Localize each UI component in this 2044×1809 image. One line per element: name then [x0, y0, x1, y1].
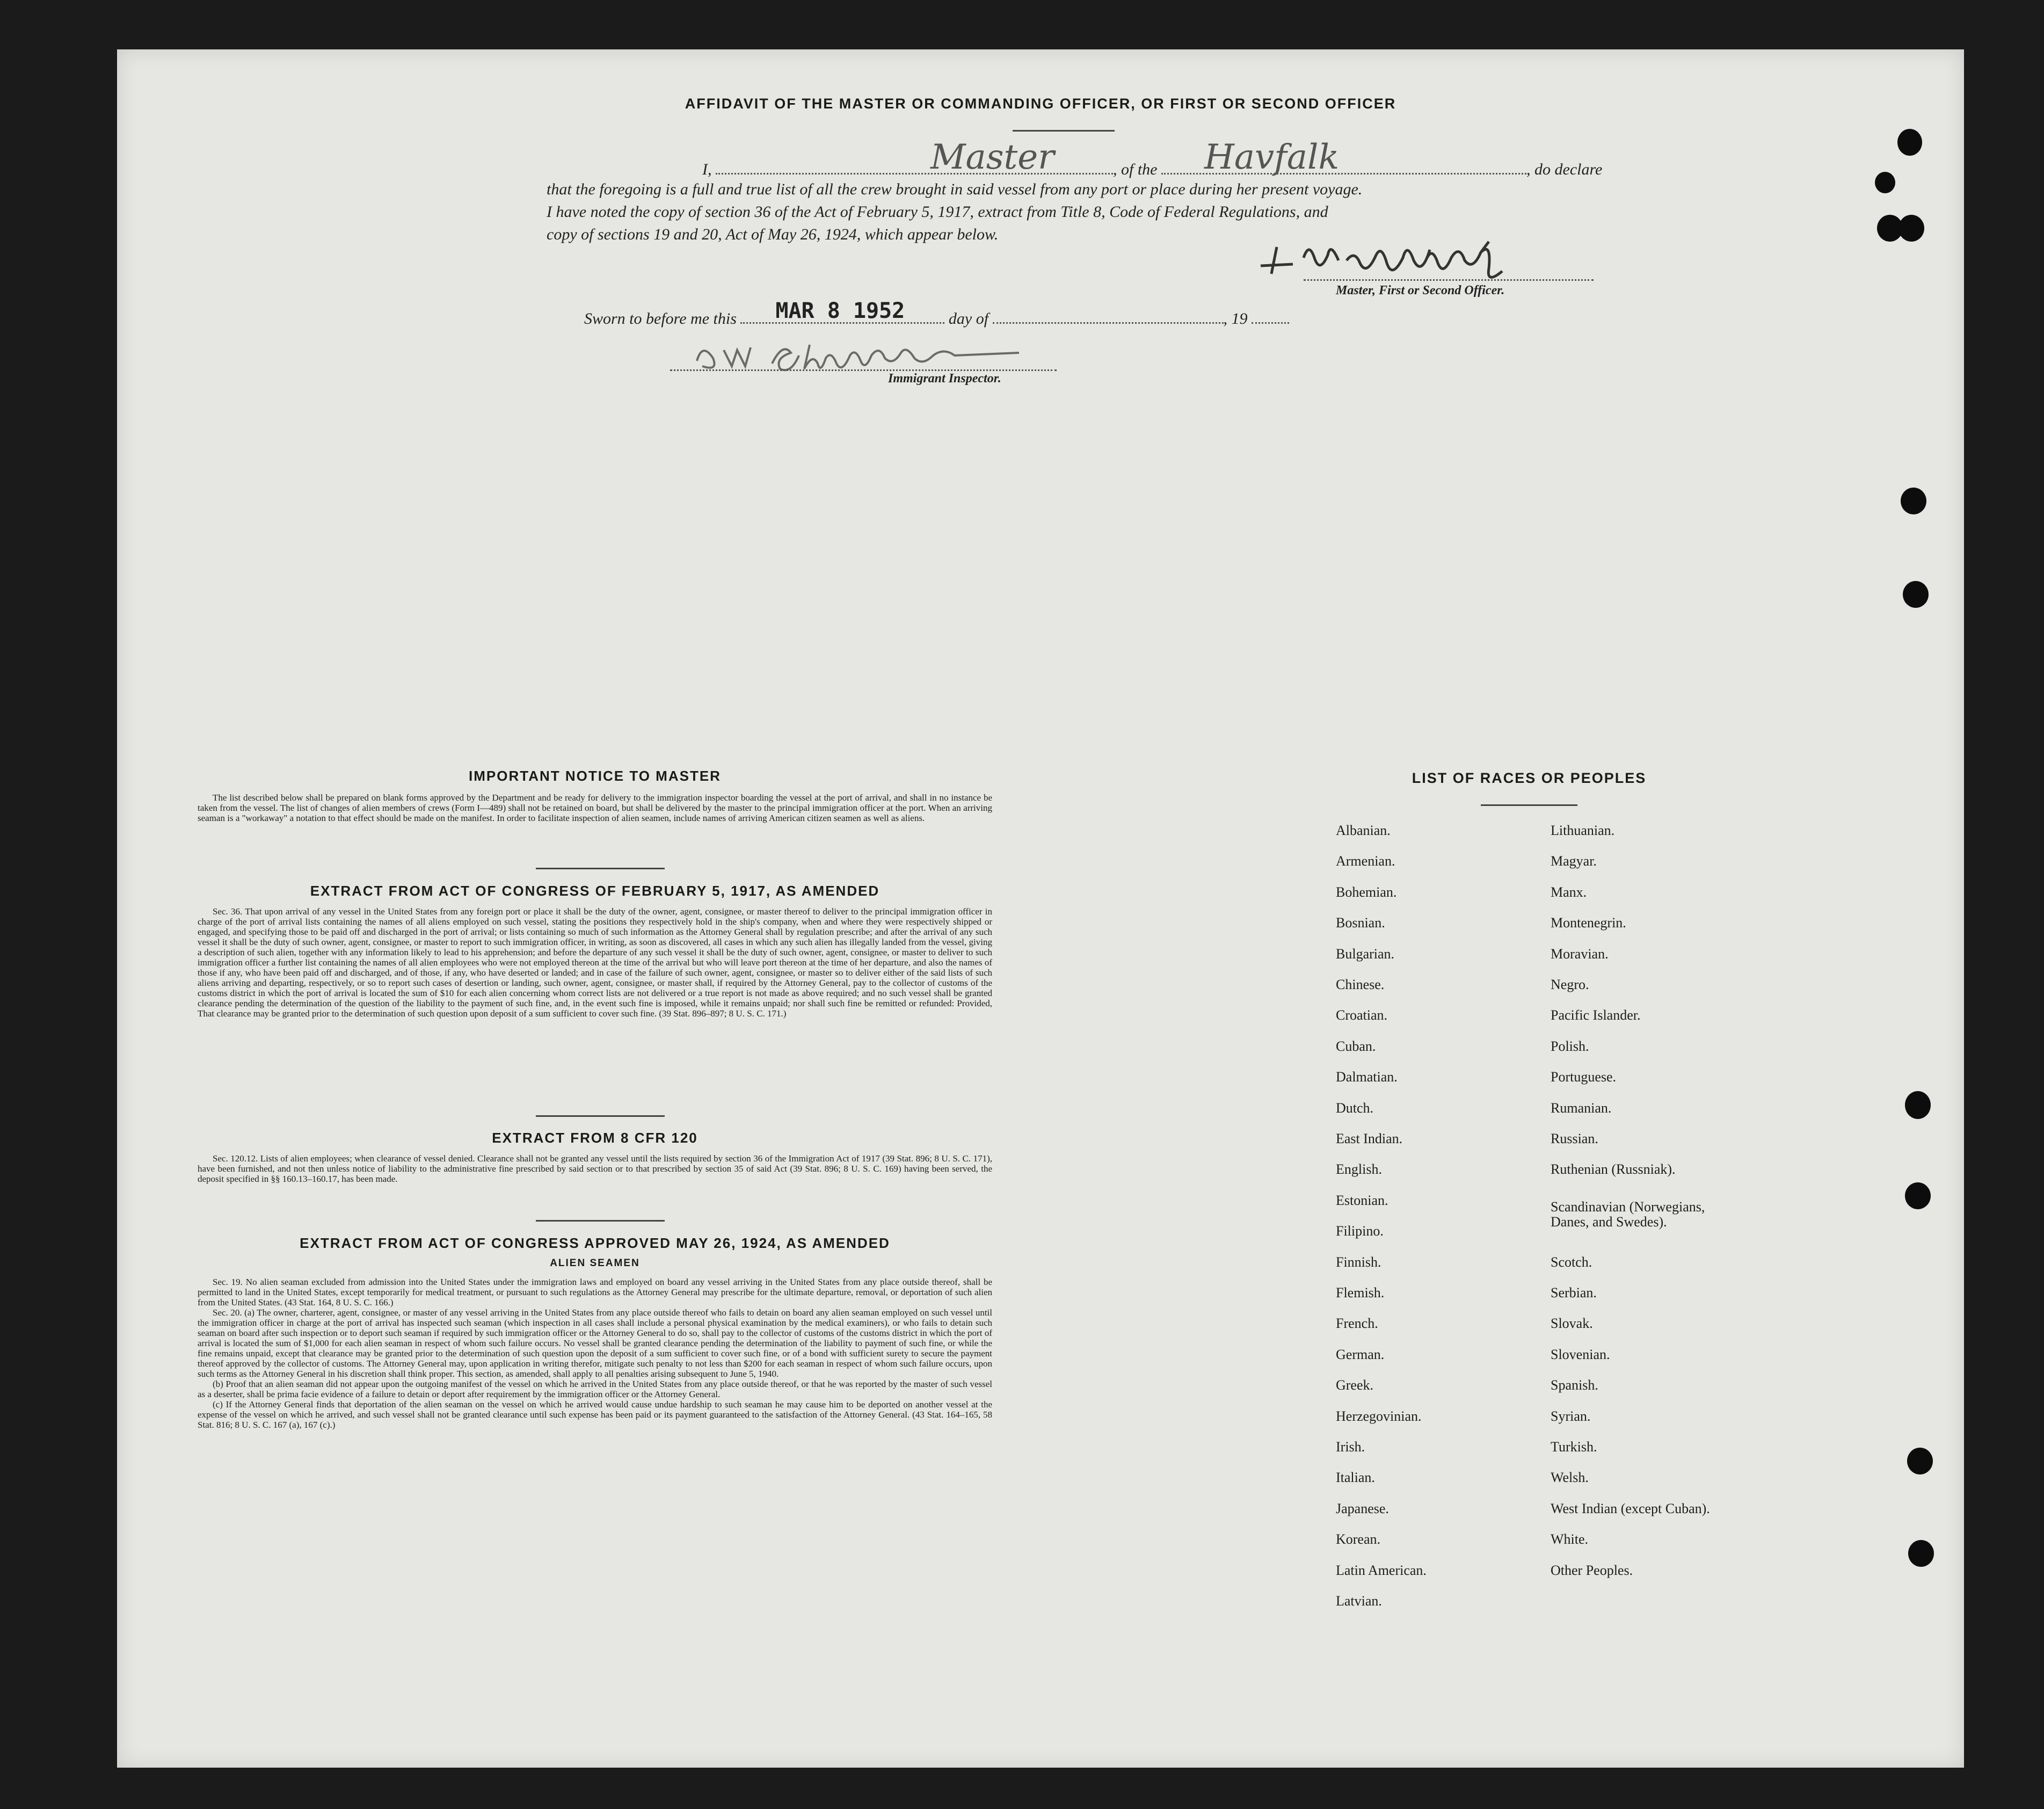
heading-divider [1013, 130, 1115, 132]
divider-2 [536, 1115, 665, 1117]
race-item: Other Peoples. [1551, 1562, 1633, 1578]
declaration-line-1 [702, 137, 1603, 179]
inspector-line [670, 369, 1057, 371]
race-item: West Indian (except Cuban). [1551, 1500, 1710, 1516]
race-item: Bosnian. [1336, 915, 1385, 931]
race-item: French. [1336, 1316, 1378, 1332]
race-item: Bulgarian. [1336, 946, 1395, 962]
notice-heading: IMPORTANT NOTICE TO MASTER [469, 768, 721, 784]
day-of-label: day of [948, 310, 989, 328]
signature-caption: Master, First or Second Officer. [1336, 284, 1505, 297]
race-item: Moravian. [1551, 946, 1609, 962]
race-item: Latvian. [1336, 1593, 1382, 1609]
race-item: Chinese. [1336, 977, 1385, 992]
section-20c-paragraph: (c) If the Attorney General finds that deportation of the alien seaman on the vessel on which he arrived would cause undue hardship to such seaman he may cause him to be deported on another vessel at the expense of the vessel on which he arrived, and such vessel shall not be granted clearance until such expense has been paid or its payment guaranteed to the satisfaction of the Attorney General. (43 Stat. 164–165, 58 Stat. 816; 8 U. S. C. 167 (a), 167 (c).) [198, 1399, 992, 1430]
i-label: I, [702, 161, 712, 178]
punch-hole [1907, 1448, 1933, 1474]
race-item: Russian. [1551, 1131, 1598, 1146]
race-item: Rumanian. [1551, 1100, 1612, 1116]
inspector-caption: Immigrant Inspector. [888, 372, 1001, 386]
declaration-line-3: I have noted the copy of section 36 of the Act of February 5, 1917, extract from Title 8, Code of Federal Regulations, and [547, 203, 1328, 221]
notice-text [198, 793, 992, 823]
vessel-field [1161, 137, 1526, 177]
affidavit-heading: AFFIDAVIT OF THE MASTER OR COMMANDING OFFICER, OR FIRST OR SECOND OFFICER [685, 96, 1396, 112]
race-item: Greek. [1336, 1377, 1374, 1393]
section-36-paragraph: Sec. 36. That upon arrival of any vessel in the United States from any foreign port or place it shall be the duty of the owner, agent, consignee, or master thereof to deliver to the principal immigration officer in charge of the port of arrival lists containing the names of all aliens employed on such vessel, stating the positions they respectively hold in the ship's company, when and where they were respectively shipped or engaged, and specifying those to be paid off and discharged in the port of arrival; or lists containing so much of such information as the Attorney General shall by regulation prescribe; and after the arrival of any such vessel it shall be the duty of such owner, agent, consignee, or master to report to such immigration officer, in writing, as soon as discovered, all cases in which any such alien has illegally landed from the vessel, giving a description of such alien, together with any information likely to lead to his apprehension; and before the departure of any such vessel it shall be the duty of such owner, agent, consignee, or master to deliver to such immigration officer a further list containing the names of all alien employees who were not employed thereon at the time of the arrival but who will leave port thereon at the time of her departure, and also the names of those if any, who have been paid off and discharged, and of those, if any, who have deserted or landed; and in case of the failure of such owner, agent, consignee, or master so to deliver either of the said lists of such aliens arriving and departing, respectively, or so to report such cases of desertion or landing, such owner, agent, consignee, or master shall, if required by the Attorney General, pay to the collector of customs of the customs district in which the port of arrival is located the sum of $10 for each alien concerning whom correct lists are not delivered or a true report is not made as above required; and no such vessel shall be granted clearance pending the determination of the question of the liability to the payment of such fine, and, in the event such fine is imposed, while it remains unpaid; nor shall such fine be remitted or refunded: Provided, That clearance may be granted prior to the determination of such question upon deposit of a sum sufficient to cover such fine. (39 Stat. 896–897; 8 U. S. C. 171.) [198, 906, 992, 1019]
punch-hole [1897, 129, 1922, 156]
sworn-line [584, 299, 1289, 328]
race-item: Manx. [1551, 884, 1587, 900]
extract-1924-heading: EXTRACT FROM ACT OF CONGRESS APPROVED MAY 26, 1924, AS AMENDED [300, 1235, 890, 1251]
punch-hole [1905, 1182, 1931, 1209]
race-item: Portuguese. [1551, 1069, 1617, 1085]
race-item: Serbian. [1551, 1285, 1597, 1301]
alien-seamen-subheading: ALIEN SEAMEN [550, 1258, 640, 1269]
race-item: Albanian. [1336, 823, 1391, 838]
race-item: Filipino. [1336, 1223, 1384, 1239]
punch-hole [1903, 581, 1929, 608]
race-item: White. [1551, 1531, 1589, 1548]
race-item: Montenegrin. [1551, 915, 1626, 931]
race-item: Flemish. [1336, 1285, 1385, 1301]
race-item: Polish. [1551, 1038, 1589, 1054]
race-item: Spanish. [1551, 1377, 1598, 1393]
declaration-line-2: that the foregoing is a full and true list of all the crew brought in said vessel from any port or place during her present voyage. [547, 180, 1363, 198]
race-item: Ruthenian (Russniak). [1551, 1161, 1676, 1178]
race-item: Bohemian. [1336, 884, 1397, 900]
notice-paragraph: The list described below shall be prepared on blank forms approved by the Department and be ready for delivery to the immigration inspector boarding the vessel at the port of arrival, and shall in no instance be taken from the vessel. The list of changes of alien members of crews (Form I—489) shall not be retained on board, but shall be delivered by the master to the principal immigration officer at the port. When an arriving seaman is a "workaway" a notation to that effect should be made on the manifest. In order to facilitate inspection of alien seamen, include names of arriving American citizen seamen as well as aliens. [198, 793, 992, 823]
race-item: Lithuanian. [1551, 823, 1615, 838]
race-item: Turkish. [1551, 1439, 1597, 1455]
month-field [993, 306, 1224, 324]
master-handwriting: Master [930, 137, 1054, 177]
master-field [716, 137, 1113, 177]
race-item: Irish. [1336, 1439, 1365, 1455]
races-heading: LIST OF RACES OR PEOPLES [1412, 770, 1647, 786]
year-prefix: , 19 [1223, 310, 1248, 328]
race-item: Herzegovinian. [1336, 1408, 1422, 1424]
race-item: Dalmatian. [1336, 1069, 1398, 1085]
punch-hole [1901, 488, 1926, 514]
signature-line [1304, 279, 1594, 281]
punch-hole [1875, 172, 1895, 193]
extract-1924-text [198, 1277, 992, 1430]
do-declare-label: , do declare [1526, 161, 1603, 178]
race-item: Dutch. [1336, 1100, 1374, 1116]
race-item: Korean. [1336, 1531, 1381, 1548]
race-item: Negro. [1551, 977, 1589, 992]
race-item: Pacific Islander. [1551, 1007, 1641, 1023]
vessel-handwriting: Havfalk [1204, 137, 1340, 177]
extract-cfr-heading: EXTRACT FROM 8 CFR 120 [492, 1130, 698, 1146]
race-item: Finnish. [1336, 1254, 1381, 1270]
document-page [117, 49, 1964, 1768]
section-120-12-paragraph: Sec. 120.12. Lists of alien employees; when clearance of vessel denied. Clearance shall not be granted any vessel until the lists required by section 36 of the Immigration Act of 1917 (39 Stat. 896; 8 U. S. C. 171), have been furnished, and not then unless notice of liability to the administrative fine prescribed by said section or to that prescribed by section 35 of said Act (39 Stat. 896; 8 U. S. C. 169) having been served, the deposit specified in §§ 160.13–160.17, has been made. [198, 1153, 992, 1184]
race-item: Scotch. [1551, 1254, 1592, 1270]
of-the-label: , of the [1113, 161, 1158, 178]
extract-cfr-text [198, 1153, 992, 1184]
divider-3 [536, 1220, 665, 1222]
races-divider [1481, 804, 1577, 806]
race-item: Slovenian. [1551, 1346, 1610, 1362]
divider-1 [536, 868, 665, 869]
punch-hole [1905, 1091, 1931, 1119]
section-20b-paragraph: (b) Proof that an alien seaman did not appear upon the outgoing manifest of the vessel on which he arrived in the United States from any place outside thereof, or that he was reported by the master of such vessel as a deserter, shall be prima facie evidence of a failure to detain or deport after requirement by the immigration officer or the Attorney General. [198, 1379, 992, 1399]
race-item: English. [1336, 1161, 1382, 1178]
punch-hole [1908, 1540, 1934, 1567]
race-item: German. [1336, 1346, 1385, 1362]
race-item: Cuban. [1336, 1038, 1376, 1054]
race-item: Japanese. [1336, 1500, 1389, 1516]
extract-1917-text [198, 906, 992, 1019]
year-field [1252, 306, 1289, 324]
master-signature [1245, 236, 1567, 285]
sworn-label: Sworn to before me this [584, 310, 737, 328]
race-item: Estonian. [1336, 1192, 1388, 1208]
race-item: Danes, and Swedes). [1551, 1214, 1667, 1230]
race-item: Slovak. [1551, 1316, 1593, 1332]
race-item: Welsh. [1551, 1470, 1589, 1486]
punch-hole [1898, 215, 1924, 242]
race-item: East Indian. [1336, 1131, 1403, 1146]
race-item: Scandinavian (Norwegians, [1551, 1198, 1705, 1215]
race-item: Armenian. [1336, 853, 1395, 869]
extract-1917-heading: EXTRACT FROM ACT OF CONGRESS OF FEBRUARY 5, 1917, AS AMENDED [310, 883, 880, 899]
date-stamp: MAR 8 1952 [775, 299, 905, 323]
declaration-line-4: copy of sections 19 and 20, Act of May 26, 1924, which appear below. [547, 226, 999, 243]
race-item: Latin American. [1336, 1562, 1427, 1578]
section-19-paragraph: Sec. 19. No alien seaman excluded from admission into the United States under the immigration laws and employed on board any vessel arriving in the United States from any place outside thereof, shall be permitted to land in the United States, except temporarily for medical treatment, or pursuant to such regulations as the Attorney General may prescribe for the ultimate departure, removal, or deportation of such alien from the United States. (43 Stat. 164, 8 U. S. C. 166.) [198, 1277, 992, 1307]
race-item: Croatian. [1336, 1007, 1388, 1023]
race-item: Syrian. [1551, 1408, 1591, 1424]
sworn-date-field [740, 299, 944, 324]
race-item: Italian. [1336, 1470, 1375, 1486]
race-item: Magyar. [1551, 853, 1597, 869]
section-20a-paragraph: Sec. 20. (a) The owner, charterer, agent, consignee, or master of any vessel arriving in the United States from any place outside thereof who fails to detain on board any alien seaman employed on such vessel until the immigration officer in charge at the port of arrival has inspected such seaman (which inspection in all cases shall include a personal physical examination by the medical examiners), or who fails to detain such seaman on board after such inspection or to deport such seaman if required by such immigration officer or the Attorney General to do so, shall pay to the collector of customs of the customs district in which the port of arrival is located the sum of $1,000 for each alien seaman in respect of whom such failure occurs. No vessel shall be granted clearance pending the determination of the liability to payment of such fine, or while the fine remains unpaid, except that clearance may be granted prior to the determination of such question upon the deposit of a sum sufficient to cover such fine, or of a bond with sufficient surety to secure the payment thereof approved by the collector of customs. The Attorney General may, upon application in writing therefor, mitigate such penalty to not less than $200 for each seaman in respect of whom such failure occurs, upon such terms as the Attorney General in his discretion shall think proper. This section, as amended, shall apply to all penalties arising subsequent to June 5, 1940. [198, 1307, 992, 1379]
